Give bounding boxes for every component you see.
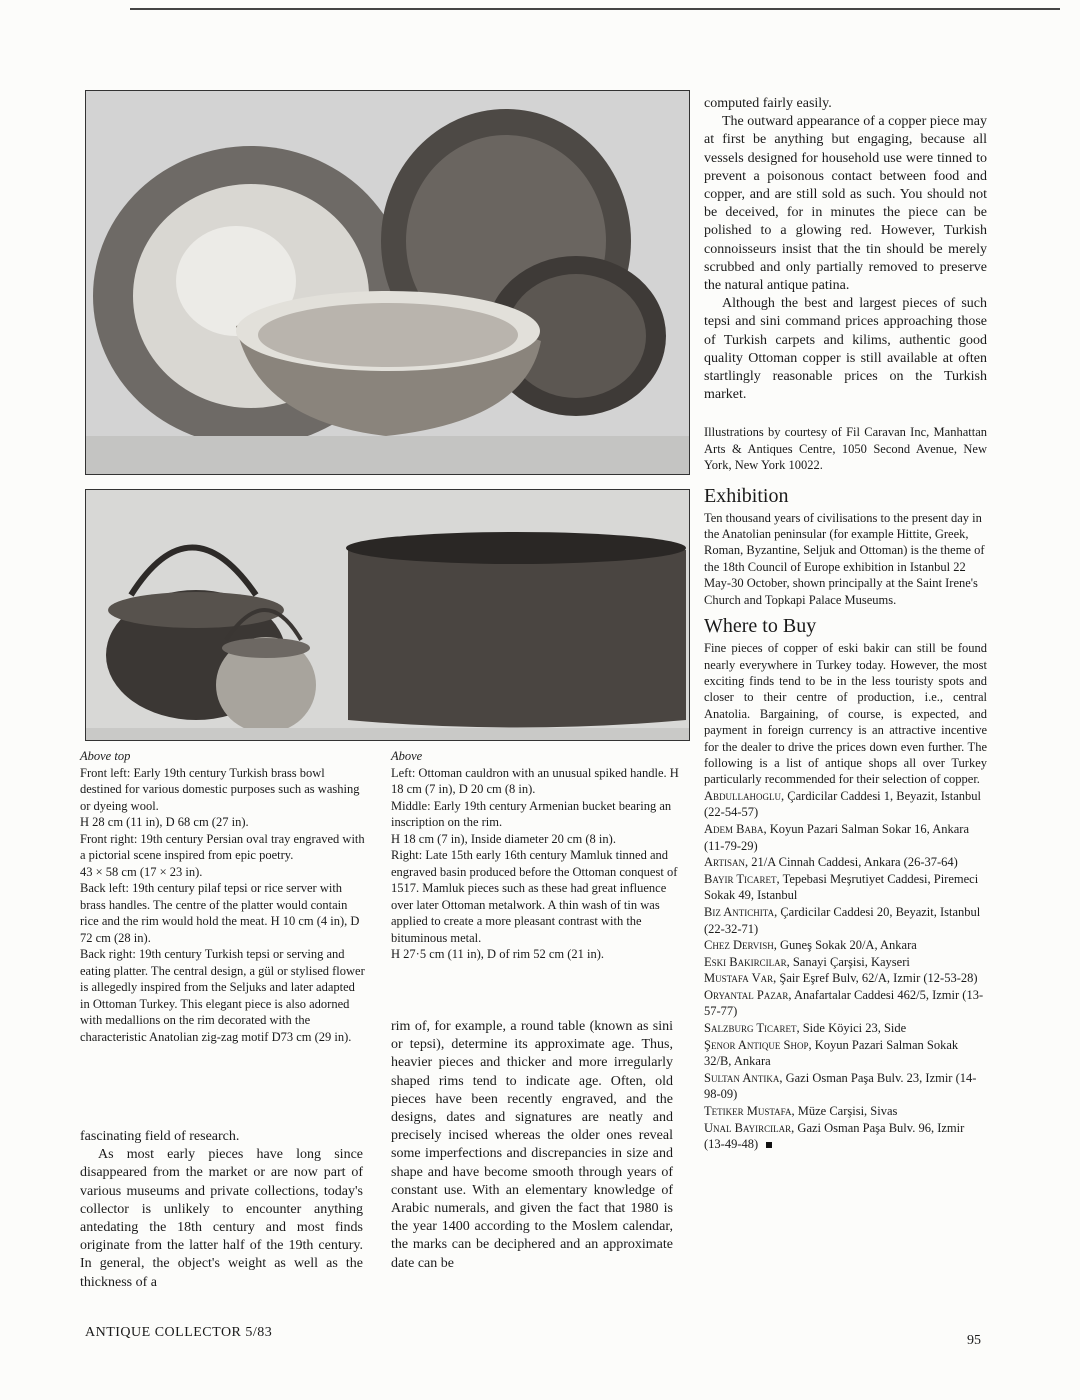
caption-line: Right: Late 15th early 16th century Mamluk tinned and engraved basin produced before the Ottoman conquest of 1517. Mamluk pieces such as these had great influence over later Ottoman metalwork. A thin wash of tin was applied to create a more pleasant contrast with the bituminous metal. bbox=[391, 848, 678, 945]
exhibition-heading: Exhibition bbox=[704, 484, 789, 507]
end-of-article-mark bbox=[766, 1142, 772, 1148]
body-column-left bbox=[80, 1128, 363, 1292]
photo-copper-platters bbox=[85, 90, 690, 475]
shop-entry: Adem Baba, Koyun Pazari Salman Sokar 16, Ankara (11-79-29) bbox=[704, 821, 970, 853]
photo-copper-platters-image bbox=[86, 91, 689, 474]
body-column-middle bbox=[391, 1018, 673, 1273]
shop-entry: Unal Bayircilar, Gazi Osman Paşa Bulv. 96, Izmir (13-49-48) bbox=[704, 1120, 965, 1152]
caption-above-heading: Above bbox=[391, 749, 423, 763]
caption-line: Middle: Early 19th century Armenian bucket bearing an inscription on the rim. bbox=[391, 798, 672, 829]
where-to-buy-text: Fine pieces of copper of eski bakir can still be found nearly everywhere in Turkey today. However, the most exciting finds tend to be in the less touristy spots and closer to their centre of production, i.e., central Anatolia. Bargaining, of course, is expected, and payment in foreign currency is an attractive incentive for the dealer to drive the prices down even further. The following is a list of antique shops all over Turkey particularly recommended for their selection of copper. bbox=[704, 641, 987, 787]
caption-line: Front right: 19th century Persian oval tray engraved with a pictorial scene inspired from epic poetry. bbox=[80, 831, 365, 862]
body-paragraph: The outward appearance of a copper piece may at first be anything but engaging, because all vessels designed for household use were tinned to prevent a poisonous contact between food and copper, and are still sold as such. You should not be deceived, for in minutes the piece can be polished to a glowing red. However, Turkish connoisseurs insist that the tin should be merely scrubbed and only partially removed to preserve the natural antique patina. bbox=[704, 114, 987, 294]
shop-entry: Eski Bakircilar, Sanayi Çarşisi, Kayseri bbox=[704, 954, 910, 969]
body-paragraph: rim of, for example, a round table (known as sini or tepsi), determine its approximate age. Thus, heavier pieces and thicker and more irregularly shaped rims tend to indicate age. Often, old pieces have been recently engraved, and the designs, dates and signatures are neatly and precisely incised whereas the older ones reveal some imperfections and discrepancies in size and shape and have become smooth through years of constant use. With an elementary knowledge of Arabic numerals, and given the fact that 1980 is the year 1400 according to the Moslem calendar, the marks can be deciphered and an approximate date can be bbox=[391, 1019, 673, 1271]
shop-entry: Chez Dervish, Guneş Sokak 20/A, Ankara bbox=[704, 938, 917, 953]
shop-entry: Mustafa Var, Şair Eşref Bulv, 62/A, Izmir (12-53-28) bbox=[704, 971, 978, 986]
caption-line: Back left: 19th century pilaf tepsi or rice server with brass handles. The centre of the platter would contain rice and the rim would hold the meat. H 10 cm (4 in), D 72 cm (28 in). bbox=[80, 881, 360, 945]
page-number: 95 bbox=[967, 1333, 981, 1348]
where-to-buy-heading: Where to Buy bbox=[704, 615, 817, 638]
shop-entry: Salzburg Ticaret, Side Köyici 23, Side bbox=[704, 1021, 907, 1036]
shop-entry: Abdullahoglu, Çardicilar Caddesi 1, Beyazit, Istanbul (22-54-57) bbox=[704, 788, 981, 820]
caption-above-top bbox=[80, 748, 365, 1045]
illustrations-credit: Illustrations by courtesy of Fil Caravan Inc, Manhattan Arts & Antiques Centre, 1050 Second Avenue, New York, New York 10022. bbox=[704, 425, 987, 473]
body-paragraph: Although the best and largest pieces of such tepsi and sini command prices approaching those of Turkish carpets and kilims, authentic good quality Ottoman copper is still available at often startlingly reasonable prices on the Turkish market. bbox=[704, 296, 987, 403]
caption-line: Front left: Early 19th century Turkish brass bowl destined for various domestic purposes such as washing or dyeing wool. bbox=[80, 765, 360, 813]
exhibition-text: Ten thousand years of civilisations to the present day in the Anatolian peninsular (for example Hittite, Greek, Roman, Byzantine, Seljuk and Ottoman) is the theme of the 18th Council of Europe exhibition in Istanbul 22 May-30 October, shown principally at the Saint Irene's Church and Topkapi Palace Museums. bbox=[704, 510, 985, 607]
caption-line: H 27·5 cm (11 in), D of rim 52 cm (21 in). bbox=[391, 947, 605, 961]
shop-entry: Biz Antichita, Çardicilar Caddesi 20, Beyazit, Istanbul (22-32-71) bbox=[704, 904, 981, 936]
page-edge-line bbox=[130, 8, 1060, 10]
caption-line: Left: Ottoman cauldron with an unusual spiked handle. H 18 cm (7 in), D 20 cm (8 in). bbox=[391, 765, 679, 796]
magazine-footer: ANTIQUE COLLECTOR 5/83 bbox=[85, 1325, 273, 1340]
shop-entry: Oryantal Pazar, Anafartalar Caddesi 462/5, Izmir (13-57-77) bbox=[704, 987, 984, 1019]
caption-line: H 18 cm (7 in), Inside diameter 20 cm (8 in). bbox=[391, 831, 616, 846]
shop-entry: Sultan Antika, Gazi Osman Paşa Bulv. 23, Izmir (14-98-09) bbox=[704, 1070, 977, 1102]
shop-entry: Şenor Antique Shop, Koyun Pazari Salman Sokak 32/B, Ankara bbox=[704, 1037, 959, 1069]
caption-line: H 28 cm (11 in), D 68 cm (27 in). bbox=[80, 815, 249, 829]
caption-above-top-heading: Above top bbox=[80, 749, 131, 763]
caption-above bbox=[391, 748, 681, 963]
body-column-right bbox=[704, 95, 987, 1153]
caption-line: 43 × 58 cm (17 × 23 in). bbox=[80, 864, 203, 879]
shop-entry: Artisan, 21/A Cinnah Caddesi, Ankara (26-37-64) bbox=[704, 855, 958, 870]
caption-line: Back right: 19th century Turkish tepsi or serving and eating platter. The central design, a gül or stylised flower is allegedly inspired from the Seljuks and later adapted in Ottoman Turkey. This elegant piece is also adorned with medallions on the rim decorated with the characteristic Anatolian zig-zag motif D73 cm (29 in). bbox=[80, 947, 365, 1044]
body-paragraph: computed fairly easily. bbox=[704, 96, 832, 111]
photo-cauldrons bbox=[85, 489, 690, 741]
shop-entry: Tetiker Mustafa, Müze Carşisi, Sivas bbox=[704, 1104, 898, 1119]
shop-entry: Bayir Ticaret, Tepebasi Meşrutiyet Caddesi, Piremeci Sokak 49, Istanbul bbox=[704, 871, 979, 903]
body-paragraph: fascinating field of research. bbox=[80, 1129, 240, 1144]
body-paragraph: As most early pieces have long since disappeared from the market or are now part of various museums and private collections, today's collector is unlikely to encounter anything antedating the 18th century and most finds originate from the latter half of the 19th century. In general, the object's weight as well as the thickness of a bbox=[80, 1147, 363, 1290]
photo-cauldrons-image bbox=[86, 490, 689, 740]
